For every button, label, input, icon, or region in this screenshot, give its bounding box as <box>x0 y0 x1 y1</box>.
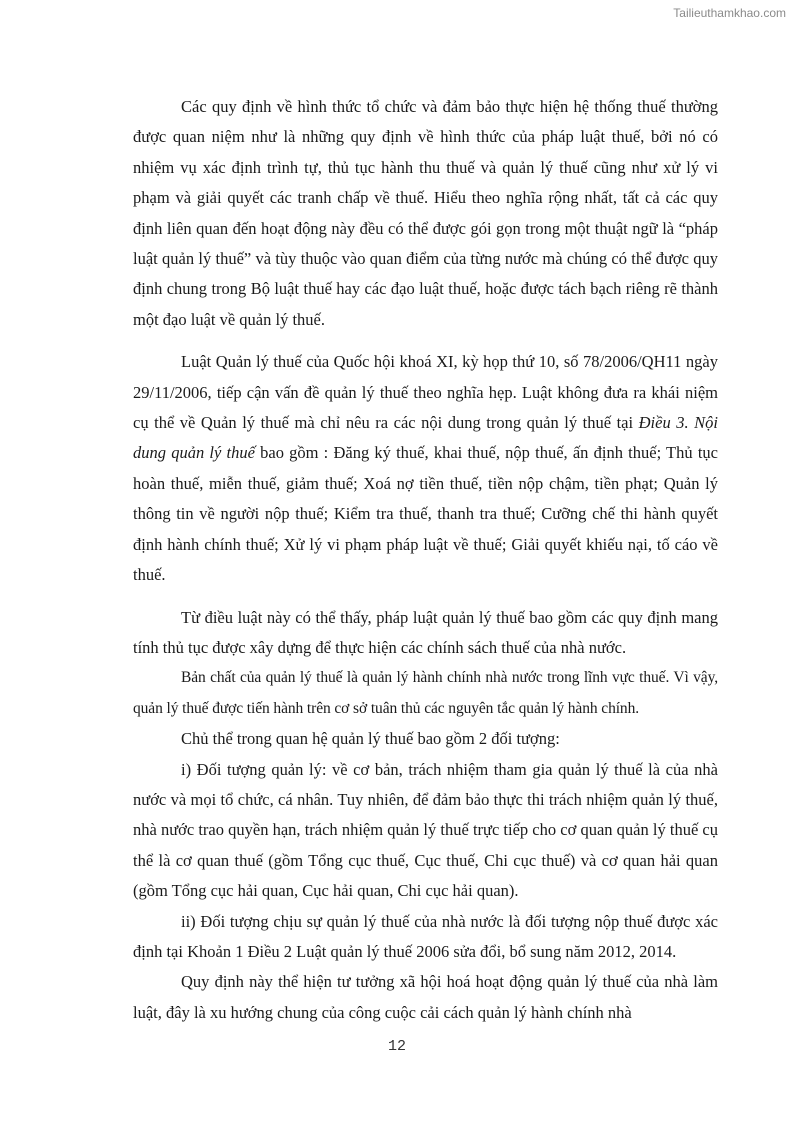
paragraph-1: Các quy định về hình thức tổ chức và đảm bảo thực hiện hệ thống thuế thường được quan niệm như là những quy định về hình thức của pháp luật thuế, bởi nó có nhiệm vụ xác định trình tự, thủ tục hành thu thuế và quản lý thuế cũng như xử lý vi phạm và giải quyết các tranh chấp về thuế. Hiểu theo nghĩa rộng nhất, tất cả các quy định liên quan đến hoạt động này đều có thể được gói gọn trong một thuật ngữ là “pháp luật quản lý thuế” và tùy thuộc vào quan điểm của từng nước mà chúng có thể được quy định chung trong Bộ luật thuế hay các đạo luật thuế, hoặc được tách bạch riêng rẽ thành một đạo luật về quản lý thuế. <box>133 97 718 329</box>
paragraph-5: Chủ thể trong quan hệ quản lý thuế bao gồm 2 đối tượng: <box>181 729 560 749</box>
watermark: Tailieuthamkhao.com <box>673 6 786 20</box>
paragraph-2: Luật Quản lý thuế của Quốc hội khoá XI, kỳ họp thứ 10, số 78/2006/QH11 ngày 29/11/2006, tiếp cận vấn đề quản lý thuế theo nghĩa hẹp. Luật không đưa ra khái niệm cụ thể về Quản lý thuế mà chỉ nêu ra các nội dung trong quản lý thuế tại Điều 3. Nội dung quản lý thuế bao gồm : Đăng ký thuế, khai thuế, nộp thuế, ấn định thuế; Thủ tục hoàn thuế, miễn thuế, giảm thuế; Xoá nợ tiền thuế, tiền nộp chậm, tiền phạt; Quản lý thông tin về người nộp thuế; Kiểm tra thuế, thanh tra thuế; Cưỡng chế thi hành quyết định hành chính thuế; Xử lý vi phạm pháp luật về thuế; Giải quyết khiếu nại, tố cáo về thuế. <box>133 352 719 585</box>
paragraph-7: ii) Đối tượng chịu sự quản lý thuế của nhà nước là đối tượng nộp thuế được xác định tại Khoản 1 Điều 2 Luật quản lý thuế 2006 sửa đổi, bổ sung năm 2012, 2014. <box>133 911 718 961</box>
document-body <box>133 92 718 1028</box>
paragraph-8: Quy định này thể hiện tư tưởng xã hội hoá hoạt động quản lý thuế của nhà làm luật, đây là xu hướng chung của công cuộc cải cách quản lý hành chính nhà <box>133 972 718 1022</box>
italic-article-reference: Điều 3. Nội dung quản lý thuế <box>133 413 719 463</box>
page-number: 12 <box>387 1038 406 1055</box>
paragraph-3: Từ điều luật này có thể thấy, pháp luật quản lý thuế bao gồm các quy định mang tính thủ tục được xây dựng để thực hiện các chính sách thuế của nhà nước. <box>133 607 718 657</box>
paragraph-6: i) Đối tượng quản lý: về cơ bản, trách nhiệm tham gia quản lý thuế là của nhà nước và mọi tổ chức, cá nhân. Tuy nhiên, để đảm bảo thực thi trách nhiệm quản lý thuế, nhà nước trao quyền hạn, trách nhiệm quản lý thuế trực tiếp cho cơ quan quản lý thuế cụ thể là cơ quan thuế (gồm Tổng cục thuế, Cục thuế, Chi cục thuế) và cơ quan hải quan (gồm Tổng cục hải quan, Cục hải quan, Chi cục hải quan). <box>133 759 718 901</box>
paragraph-4: Bản chất của quản lý thuế là quản lý hành chính nhà nước trong lĩnh vực thuế. Vì vậy, quản lý thuế được tiến hành trên cơ sở tuân thủ các nguyên tắc quản lý hành chính. <box>133 669 718 717</box>
